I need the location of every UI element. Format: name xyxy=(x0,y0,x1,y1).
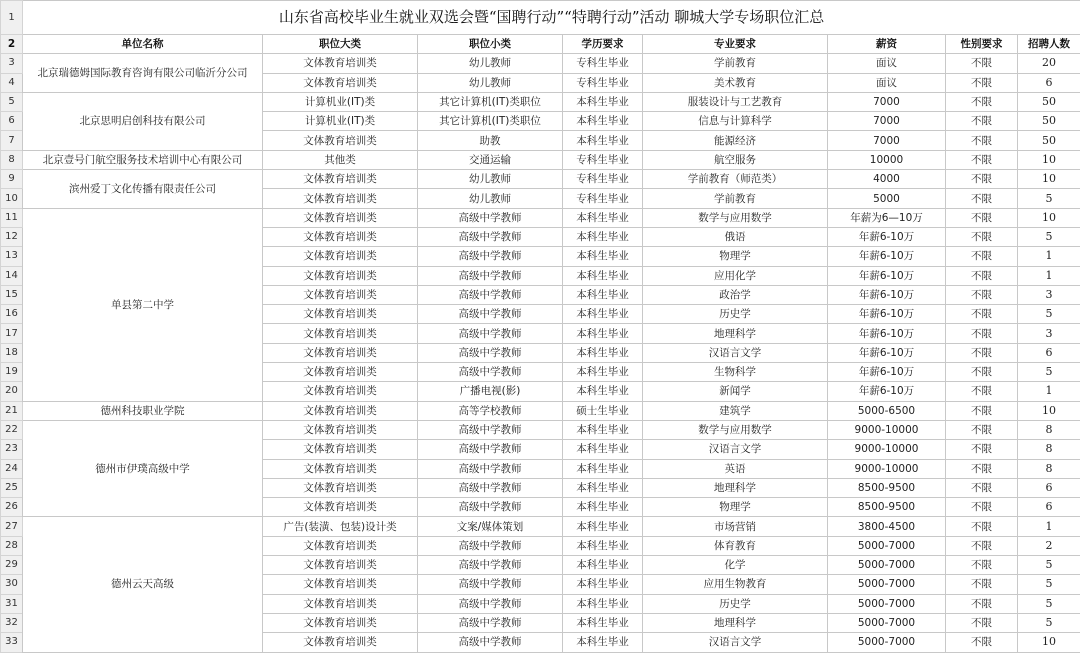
job-category-cell[interactable]: 文体教育培训类 xyxy=(263,363,418,382)
major-cell[interactable]: 体育教育 xyxy=(643,536,828,555)
job-subcategory-cell[interactable]: 高级中学教师 xyxy=(418,440,563,459)
major-cell[interactable]: 汉语言文学 xyxy=(643,440,828,459)
headcount-cell[interactable]: 5 xyxy=(1018,305,1080,324)
gender-cell[interactable]: 不限 xyxy=(946,131,1018,150)
row-number[interactable]: 2 xyxy=(1,35,23,54)
unit-name-cell[interactable]: 单县第二中学 xyxy=(23,208,263,401)
job-category-cell[interactable]: 文体教育培训类 xyxy=(263,208,418,227)
education-cell[interactable]: 本科生毕业 xyxy=(563,363,643,382)
gender-cell[interactable]: 不限 xyxy=(946,478,1018,497)
education-cell[interactable]: 本科生毕业 xyxy=(563,459,643,478)
gender-cell[interactable]: 不限 xyxy=(946,420,1018,439)
education-cell[interactable]: 本科生毕业 xyxy=(563,266,643,285)
row-number[interactable]: 8 xyxy=(1,150,23,169)
major-cell[interactable]: 美术教育 xyxy=(643,73,828,92)
headcount-cell[interactable]: 50 xyxy=(1018,92,1080,111)
gender-cell[interactable]: 不限 xyxy=(946,170,1018,189)
education-cell[interactable]: 本科生毕业 xyxy=(563,112,643,131)
gender-cell[interactable]: 不限 xyxy=(946,73,1018,92)
table-row xyxy=(1,170,1080,189)
major-cell[interactable]: 地理科学 xyxy=(643,613,828,632)
job-subcategory-cell[interactable]: 高级中学教师 xyxy=(418,575,563,594)
job-category-cell[interactable]: 文体教育培训类 xyxy=(263,343,418,362)
headcount-cell[interactable]: 3 xyxy=(1018,285,1080,304)
major-cell[interactable]: 服装设计与工艺教育 xyxy=(643,92,828,111)
salary-cell[interactable]: 5000-7000 xyxy=(828,556,946,575)
headcount-cell[interactable]: 8 xyxy=(1018,459,1080,478)
job-subcategory-cell[interactable]: 高等学校教师 xyxy=(418,401,563,420)
gender-cell[interactable]: 不限 xyxy=(946,498,1018,517)
job-subcategory-cell[interactable]: 其它计算机(IT)类职位 xyxy=(418,112,563,131)
education-cell[interactable]: 本科生毕业 xyxy=(563,131,643,150)
header-education[interactable]: 学历要求 xyxy=(563,35,643,54)
salary-cell[interactable]: 面议 xyxy=(828,54,946,73)
gender-cell[interactable]: 不限 xyxy=(946,112,1018,131)
gender-cell[interactable]: 不限 xyxy=(946,536,1018,555)
salary-cell[interactable]: 9000-10000 xyxy=(828,440,946,459)
unit-name-cell[interactable]: 北京思明启创科技有限公司 xyxy=(23,92,263,150)
education-cell[interactable]: 本科生毕业 xyxy=(563,478,643,497)
salary-cell[interactable]: 8500-9500 xyxy=(828,498,946,517)
major-cell[interactable]: 市场营销 xyxy=(643,517,828,536)
job-category-cell[interactable]: 计算机业(IT)类 xyxy=(263,112,418,131)
major-cell[interactable]: 汉语言文学 xyxy=(643,633,828,652)
headcount-cell[interactable]: 10 xyxy=(1018,633,1080,652)
salary-cell[interactable]: 10000 xyxy=(828,150,946,169)
salary-cell[interactable]: 7000 xyxy=(828,112,946,131)
headcount-cell[interactable]: 6 xyxy=(1018,343,1080,362)
job-subcategory-cell[interactable]: 其它计算机(IT)类职位 xyxy=(418,92,563,111)
salary-cell[interactable]: 年薪为6—10万 xyxy=(828,208,946,227)
major-cell[interactable]: 学前教育 xyxy=(643,189,828,208)
education-cell[interactable]: 专科生毕业 xyxy=(563,189,643,208)
salary-cell[interactable]: 5000-7000 xyxy=(828,633,946,652)
gender-cell[interactable]: 不限 xyxy=(946,517,1018,536)
major-cell[interactable]: 数学与应用数学 xyxy=(643,208,828,227)
headcount-cell[interactable]: 1 xyxy=(1018,382,1080,401)
job-category-cell[interactable]: 文体教育培训类 xyxy=(263,478,418,497)
major-cell[interactable]: 航空服务 xyxy=(643,150,828,169)
row-number[interactable]: 30 xyxy=(1,575,23,594)
job-category-cell[interactable]: 文体教育培训类 xyxy=(263,459,418,478)
headcount-cell[interactable]: 8 xyxy=(1018,420,1080,439)
major-cell[interactable]: 汉语言文学 xyxy=(643,343,828,362)
education-cell[interactable]: 本科生毕业 xyxy=(563,227,643,246)
header-job-category[interactable]: 职位大类 xyxy=(263,35,418,54)
unit-name-cell[interactable]: 北京瑞德姆国际教育咨询有限公司临沂分公司 xyxy=(23,54,263,93)
education-cell[interactable]: 本科生毕业 xyxy=(563,92,643,111)
job-category-cell[interactable]: 广告(装潢、包装)设计类 xyxy=(263,517,418,536)
gender-cell[interactable]: 不限 xyxy=(946,266,1018,285)
row-number[interactable]: 11 xyxy=(1,208,23,227)
salary-cell[interactable]: 年薪6-10万 xyxy=(828,227,946,246)
gender-cell[interactable]: 不限 xyxy=(946,150,1018,169)
education-cell[interactable]: 专科生毕业 xyxy=(563,150,643,169)
salary-cell[interactable]: 年薪6-10万 xyxy=(828,343,946,362)
major-cell[interactable]: 信息与计算科学 xyxy=(643,112,828,131)
job-subcategory-cell[interactable]: 高级中学教师 xyxy=(418,324,563,343)
education-cell[interactable]: 专科生毕业 xyxy=(563,170,643,189)
education-cell[interactable]: 专科生毕业 xyxy=(563,73,643,92)
job-category-cell[interactable]: 计算机业(IT)类 xyxy=(263,92,418,111)
gender-cell[interactable]: 不限 xyxy=(946,247,1018,266)
header-unit-name[interactable]: 单位名称 xyxy=(23,35,263,54)
salary-cell[interactable]: 5000-7000 xyxy=(828,575,946,594)
salary-cell[interactable]: 5000-7000 xyxy=(828,613,946,632)
job-category-cell[interactable]: 文体教育培训类 xyxy=(263,131,418,150)
salary-cell[interactable]: 年薪6-10万 xyxy=(828,363,946,382)
sheet-title[interactable]: 山东省高校毕业生就业双选会暨“国聘行动”“特聘行动”活动 聊城大学专场职位汇总 xyxy=(23,1,1080,35)
header-major[interactable]: 专业要求 xyxy=(643,35,828,54)
job-category-cell[interactable]: 文体教育培训类 xyxy=(263,305,418,324)
salary-cell[interactable]: 年薪6-10万 xyxy=(828,382,946,401)
headcount-cell[interactable]: 2 xyxy=(1018,536,1080,555)
row-number[interactable]: 17 xyxy=(1,324,23,343)
title-row xyxy=(1,1,1080,35)
headcount-cell[interactable]: 10 xyxy=(1018,170,1080,189)
job-category-cell[interactable]: 文体教育培训类 xyxy=(263,54,418,73)
salary-cell[interactable]: 年薪6-10万 xyxy=(828,324,946,343)
job-subcategory-cell[interactable]: 幼儿教师 xyxy=(418,189,563,208)
table-row xyxy=(1,92,1080,111)
job-subcategory-cell[interactable]: 高级中学教师 xyxy=(418,594,563,613)
header-headcount[interactable]: 招聘人数 xyxy=(1018,35,1080,54)
major-cell[interactable]: 能源经济 xyxy=(643,131,828,150)
job-subcategory-cell[interactable]: 高级中学教师 xyxy=(418,478,563,497)
row-number[interactable]: 12 xyxy=(1,227,23,246)
gender-cell[interactable]: 不限 xyxy=(946,613,1018,632)
major-cell[interactable]: 建筑学 xyxy=(643,401,828,420)
unit-name-cell[interactable]: 德州云天高级 xyxy=(23,517,263,652)
salary-cell[interactable]: 年薪6-10万 xyxy=(828,266,946,285)
salary-cell[interactable]: 7000 xyxy=(828,92,946,111)
gender-cell[interactable]: 不限 xyxy=(946,189,1018,208)
job-category-cell[interactable]: 文体教育培训类 xyxy=(263,247,418,266)
salary-cell[interactable]: 面议 xyxy=(828,73,946,92)
gender-cell[interactable]: 不限 xyxy=(946,343,1018,362)
major-cell[interactable]: 学前教育 xyxy=(643,54,828,73)
headcount-cell[interactable]: 8 xyxy=(1018,440,1080,459)
major-cell[interactable]: 历史学 xyxy=(643,594,828,613)
salary-cell[interactable]: 年薪6-10万 xyxy=(828,285,946,304)
major-cell[interactable]: 物理学 xyxy=(643,498,828,517)
row-number[interactable]: 16 xyxy=(1,305,23,324)
headcount-cell[interactable]: 10 xyxy=(1018,208,1080,227)
headcount-cell[interactable]: 20 xyxy=(1018,54,1080,73)
job-subcategory-cell[interactable]: 高级中学教师 xyxy=(418,536,563,555)
salary-cell[interactable]: 5000-7000 xyxy=(828,594,946,613)
unit-name-cell[interactable]: 德州科技职业学院 xyxy=(23,401,263,420)
job-category-cell[interactable]: 文体教育培训类 xyxy=(263,401,418,420)
headcount-cell[interactable]: 3 xyxy=(1018,324,1080,343)
headcount-cell[interactable]: 6 xyxy=(1018,498,1080,517)
headcount-cell[interactable]: 5 xyxy=(1018,227,1080,246)
education-cell[interactable]: 本科生毕业 xyxy=(563,382,643,401)
row-number[interactable]: 28 xyxy=(1,536,23,555)
major-cell[interactable]: 历史学 xyxy=(643,305,828,324)
unit-name-cell[interactable]: 德州市伊璞高级中学 xyxy=(23,420,263,516)
job-category-cell[interactable]: 文体教育培训类 xyxy=(263,382,418,401)
salary-cell[interactable]: 8500-9500 xyxy=(828,478,946,497)
job-category-cell[interactable]: 文体教育培训类 xyxy=(263,227,418,246)
job-subcategory-cell[interactable]: 高级中学教师 xyxy=(418,285,563,304)
job-subcategory-cell[interactable]: 高级中学教师 xyxy=(418,305,563,324)
job-subcategory-cell[interactable]: 高级中学教师 xyxy=(418,459,563,478)
gender-cell[interactable]: 不限 xyxy=(946,459,1018,478)
headcount-cell[interactable]: 5 xyxy=(1018,594,1080,613)
row-number[interactable]: 26 xyxy=(1,498,23,517)
job-category-cell[interactable]: 文体教育培训类 xyxy=(263,170,418,189)
row-number[interactable]: 19 xyxy=(1,363,23,382)
job-subcategory-cell[interactable]: 助教 xyxy=(418,131,563,150)
gender-cell[interactable]: 不限 xyxy=(946,401,1018,420)
major-cell[interactable]: 新闻学 xyxy=(643,382,828,401)
gender-cell[interactable]: 不限 xyxy=(946,324,1018,343)
education-cell[interactable]: 本科生毕业 xyxy=(563,324,643,343)
headcount-cell[interactable]: 6 xyxy=(1018,73,1080,92)
gender-cell[interactable]: 不限 xyxy=(946,54,1018,73)
headcount-cell[interactable]: 50 xyxy=(1018,112,1080,131)
headcount-cell[interactable]: 50 xyxy=(1018,131,1080,150)
gender-cell[interactable]: 不限 xyxy=(946,575,1018,594)
major-cell[interactable]: 政治学 xyxy=(643,285,828,304)
job-category-cell[interactable]: 文体教育培训类 xyxy=(263,285,418,304)
table-row xyxy=(1,208,1080,227)
row-number[interactable]: 18 xyxy=(1,343,23,362)
job-subcategory-cell[interactable]: 幼儿教师 xyxy=(418,170,563,189)
major-cell[interactable]: 英语 xyxy=(643,459,828,478)
row-number[interactable]: 24 xyxy=(1,459,23,478)
job-category-cell[interactable]: 文体教育培训类 xyxy=(263,594,418,613)
job-subcategory-cell[interactable]: 文案/媒体策划 xyxy=(418,517,563,536)
job-subcategory-cell[interactable]: 高级中学教师 xyxy=(418,266,563,285)
row-number[interactable]: 5 xyxy=(1,92,23,111)
education-cell[interactable]: 本科生毕业 xyxy=(563,440,643,459)
job-category-cell[interactable]: 文体教育培训类 xyxy=(263,324,418,343)
education-cell[interactable]: 本科生毕业 xyxy=(563,556,643,575)
unit-name-cell[interactable]: 北京壹号门航空服务技术培训中心有限公司 xyxy=(23,150,263,169)
salary-cell[interactable]: 年薪6-10万 xyxy=(828,247,946,266)
job-category-cell[interactable]: 文体教育培训类 xyxy=(263,498,418,517)
education-cell[interactable]: 本科生毕业 xyxy=(563,594,643,613)
row-number[interactable]: 32 xyxy=(1,613,23,632)
job-category-cell[interactable]: 文体教育培训类 xyxy=(263,556,418,575)
major-cell[interactable]: 数学与应用数学 xyxy=(643,420,828,439)
row-number[interactable]: 31 xyxy=(1,594,23,613)
headcount-cell[interactable]: 1 xyxy=(1018,517,1080,536)
job-subcategory-cell[interactable]: 高级中学教师 xyxy=(418,343,563,362)
gender-cell[interactable]: 不限 xyxy=(946,92,1018,111)
major-cell[interactable]: 生物科学 xyxy=(643,363,828,382)
major-cell[interactable]: 地理科学 xyxy=(643,478,828,497)
job-subcategory-cell[interactable]: 交通运输 xyxy=(418,150,563,169)
row-number[interactable]: 10 xyxy=(1,189,23,208)
table-row xyxy=(1,401,1080,420)
gender-cell[interactable]: 不限 xyxy=(946,285,1018,304)
row-number[interactable]: 7 xyxy=(1,131,23,150)
header-row xyxy=(1,35,1080,54)
education-cell[interactable]: 本科生毕业 xyxy=(563,517,643,536)
headcount-cell[interactable]: 10 xyxy=(1018,150,1080,169)
table-row xyxy=(1,150,1080,169)
headcount-cell[interactable]: 10 xyxy=(1018,401,1080,420)
header-salary[interactable]: 薪资 xyxy=(828,35,946,54)
row-number[interactable]: 23 xyxy=(1,440,23,459)
education-cell[interactable]: 本科生毕业 xyxy=(563,498,643,517)
row-number[interactable]: 3 xyxy=(1,54,23,73)
headcount-cell[interactable]: 1 xyxy=(1018,247,1080,266)
job-subcategory-cell[interactable]: 广播电视(影) xyxy=(418,382,563,401)
education-cell[interactable]: 本科生毕业 xyxy=(563,343,643,362)
job-subcategory-cell[interactable]: 高级中学教师 xyxy=(418,498,563,517)
row-number[interactable]: 33 xyxy=(1,633,23,652)
salary-cell[interactable]: 年薪6-10万 xyxy=(828,305,946,324)
row-number[interactable]: 13 xyxy=(1,247,23,266)
salary-cell[interactable]: 3800-4500 xyxy=(828,517,946,536)
job-subcategory-cell[interactable]: 高级中学教师 xyxy=(418,420,563,439)
gender-cell[interactable]: 不限 xyxy=(946,208,1018,227)
education-cell[interactable]: 本科生毕业 xyxy=(563,247,643,266)
gender-cell[interactable]: 不限 xyxy=(946,633,1018,652)
gender-cell[interactable]: 不限 xyxy=(946,305,1018,324)
headcount-cell[interactable]: 5 xyxy=(1018,556,1080,575)
education-cell[interactable]: 本科生毕业 xyxy=(563,575,643,594)
gender-cell[interactable]: 不限 xyxy=(946,594,1018,613)
headcount-cell[interactable]: 1 xyxy=(1018,266,1080,285)
major-cell[interactable]: 俄语 xyxy=(643,227,828,246)
job-category-cell[interactable]: 文体教育培训类 xyxy=(263,189,418,208)
job-category-cell[interactable]: 文体教育培训类 xyxy=(263,633,418,652)
job-category-cell[interactable]: 文体教育培训类 xyxy=(263,420,418,439)
job-category-cell[interactable]: 文体教育培训类 xyxy=(263,73,418,92)
education-cell[interactable]: 专科生毕业 xyxy=(563,54,643,73)
education-cell[interactable]: 本科生毕业 xyxy=(563,285,643,304)
gender-cell[interactable]: 不限 xyxy=(946,227,1018,246)
gender-cell[interactable]: 不限 xyxy=(946,440,1018,459)
headcount-cell[interactable]: 5 xyxy=(1018,575,1080,594)
headcount-cell[interactable]: 6 xyxy=(1018,478,1080,497)
header-job-subcategory[interactable]: 职位小类 xyxy=(418,35,563,54)
job-subcategory-cell[interactable]: 高级中学教师 xyxy=(418,208,563,227)
education-cell[interactable]: 硕士生毕业 xyxy=(563,401,643,420)
job-subcategory-cell[interactable]: 高级中学教师 xyxy=(418,227,563,246)
row-number[interactable]: 1 xyxy=(1,1,23,35)
major-cell[interactable]: 应用化学 xyxy=(643,266,828,285)
major-cell[interactable]: 地理科学 xyxy=(643,324,828,343)
job-category-cell[interactable]: 文体教育培训类 xyxy=(263,613,418,632)
salary-cell[interactable]: 5000-6500 xyxy=(828,401,946,420)
job-subcategory-cell[interactable]: 高级中学教师 xyxy=(418,363,563,382)
education-cell[interactable]: 本科生毕业 xyxy=(563,208,643,227)
job-subcategory-cell[interactable]: 幼儿教师 xyxy=(418,73,563,92)
row-number[interactable]: 14 xyxy=(1,266,23,285)
job-category-cell[interactable]: 文体教育培训类 xyxy=(263,575,418,594)
row-number[interactable]: 22 xyxy=(1,420,23,439)
row-number[interactable]: 20 xyxy=(1,382,23,401)
gender-cell[interactable]: 不限 xyxy=(946,382,1018,401)
major-cell[interactable]: 物理学 xyxy=(643,247,828,266)
row-number[interactable]: 21 xyxy=(1,401,23,420)
gender-cell[interactable]: 不限 xyxy=(946,363,1018,382)
table-row xyxy=(1,420,1080,439)
job-subcategory-cell[interactable]: 高级中学教师 xyxy=(418,613,563,632)
table-row xyxy=(1,54,1080,73)
education-cell[interactable]: 本科生毕业 xyxy=(563,305,643,324)
row-number[interactable]: 29 xyxy=(1,556,23,575)
row-number[interactable]: 6 xyxy=(1,112,23,131)
salary-cell[interactable]: 5000 xyxy=(828,189,946,208)
headcount-cell[interactable]: 5 xyxy=(1018,363,1080,382)
job-category-cell[interactable]: 其他类 xyxy=(263,150,418,169)
major-cell[interactable]: 化学 xyxy=(643,556,828,575)
major-cell[interactable]: 应用生物教育 xyxy=(643,575,828,594)
education-cell[interactable]: 本科生毕业 xyxy=(563,536,643,555)
gender-cell[interactable]: 不限 xyxy=(946,556,1018,575)
salary-cell[interactable]: 5000-7000 xyxy=(828,536,946,555)
education-cell[interactable]: 本科生毕业 xyxy=(563,420,643,439)
job-category-cell[interactable]: 文体教育培训类 xyxy=(263,266,418,285)
salary-cell[interactable]: 9000-10000 xyxy=(828,459,946,478)
unit-name-cell[interactable]: 滨州爱丁文化传播有限责任公司 xyxy=(23,170,263,209)
salary-cell[interactable]: 9000-10000 xyxy=(828,420,946,439)
education-cell[interactable]: 本科生毕业 xyxy=(563,633,643,652)
major-cell[interactable]: 学前教育（师范类） xyxy=(643,170,828,189)
row-number[interactable]: 25 xyxy=(1,478,23,497)
salary-cell[interactable]: 4000 xyxy=(828,170,946,189)
job-subcategory-cell[interactable]: 高级中学教师 xyxy=(418,556,563,575)
row-number[interactable]: 4 xyxy=(1,73,23,92)
job-subcategory-cell[interactable]: 幼儿教师 xyxy=(418,54,563,73)
education-cell[interactable]: 本科生毕业 xyxy=(563,613,643,632)
job-subcategory-cell[interactable]: 高级中学教师 xyxy=(418,247,563,266)
headcount-cell[interactable]: 5 xyxy=(1018,613,1080,632)
job-subcategory-cell[interactable]: 高级中学教师 xyxy=(418,633,563,652)
row-number[interactable]: 15 xyxy=(1,285,23,304)
row-number[interactable]: 27 xyxy=(1,517,23,536)
headcount-cell[interactable]: 5 xyxy=(1018,189,1080,208)
job-category-cell[interactable]: 文体教育培训类 xyxy=(263,440,418,459)
salary-cell[interactable]: 7000 xyxy=(828,131,946,150)
table-row xyxy=(1,517,1080,536)
header-gender[interactable]: 性别要求 xyxy=(946,35,1018,54)
job-category-cell[interactable]: 文体教育培训类 xyxy=(263,536,418,555)
row-number[interactable]: 9 xyxy=(1,170,23,189)
